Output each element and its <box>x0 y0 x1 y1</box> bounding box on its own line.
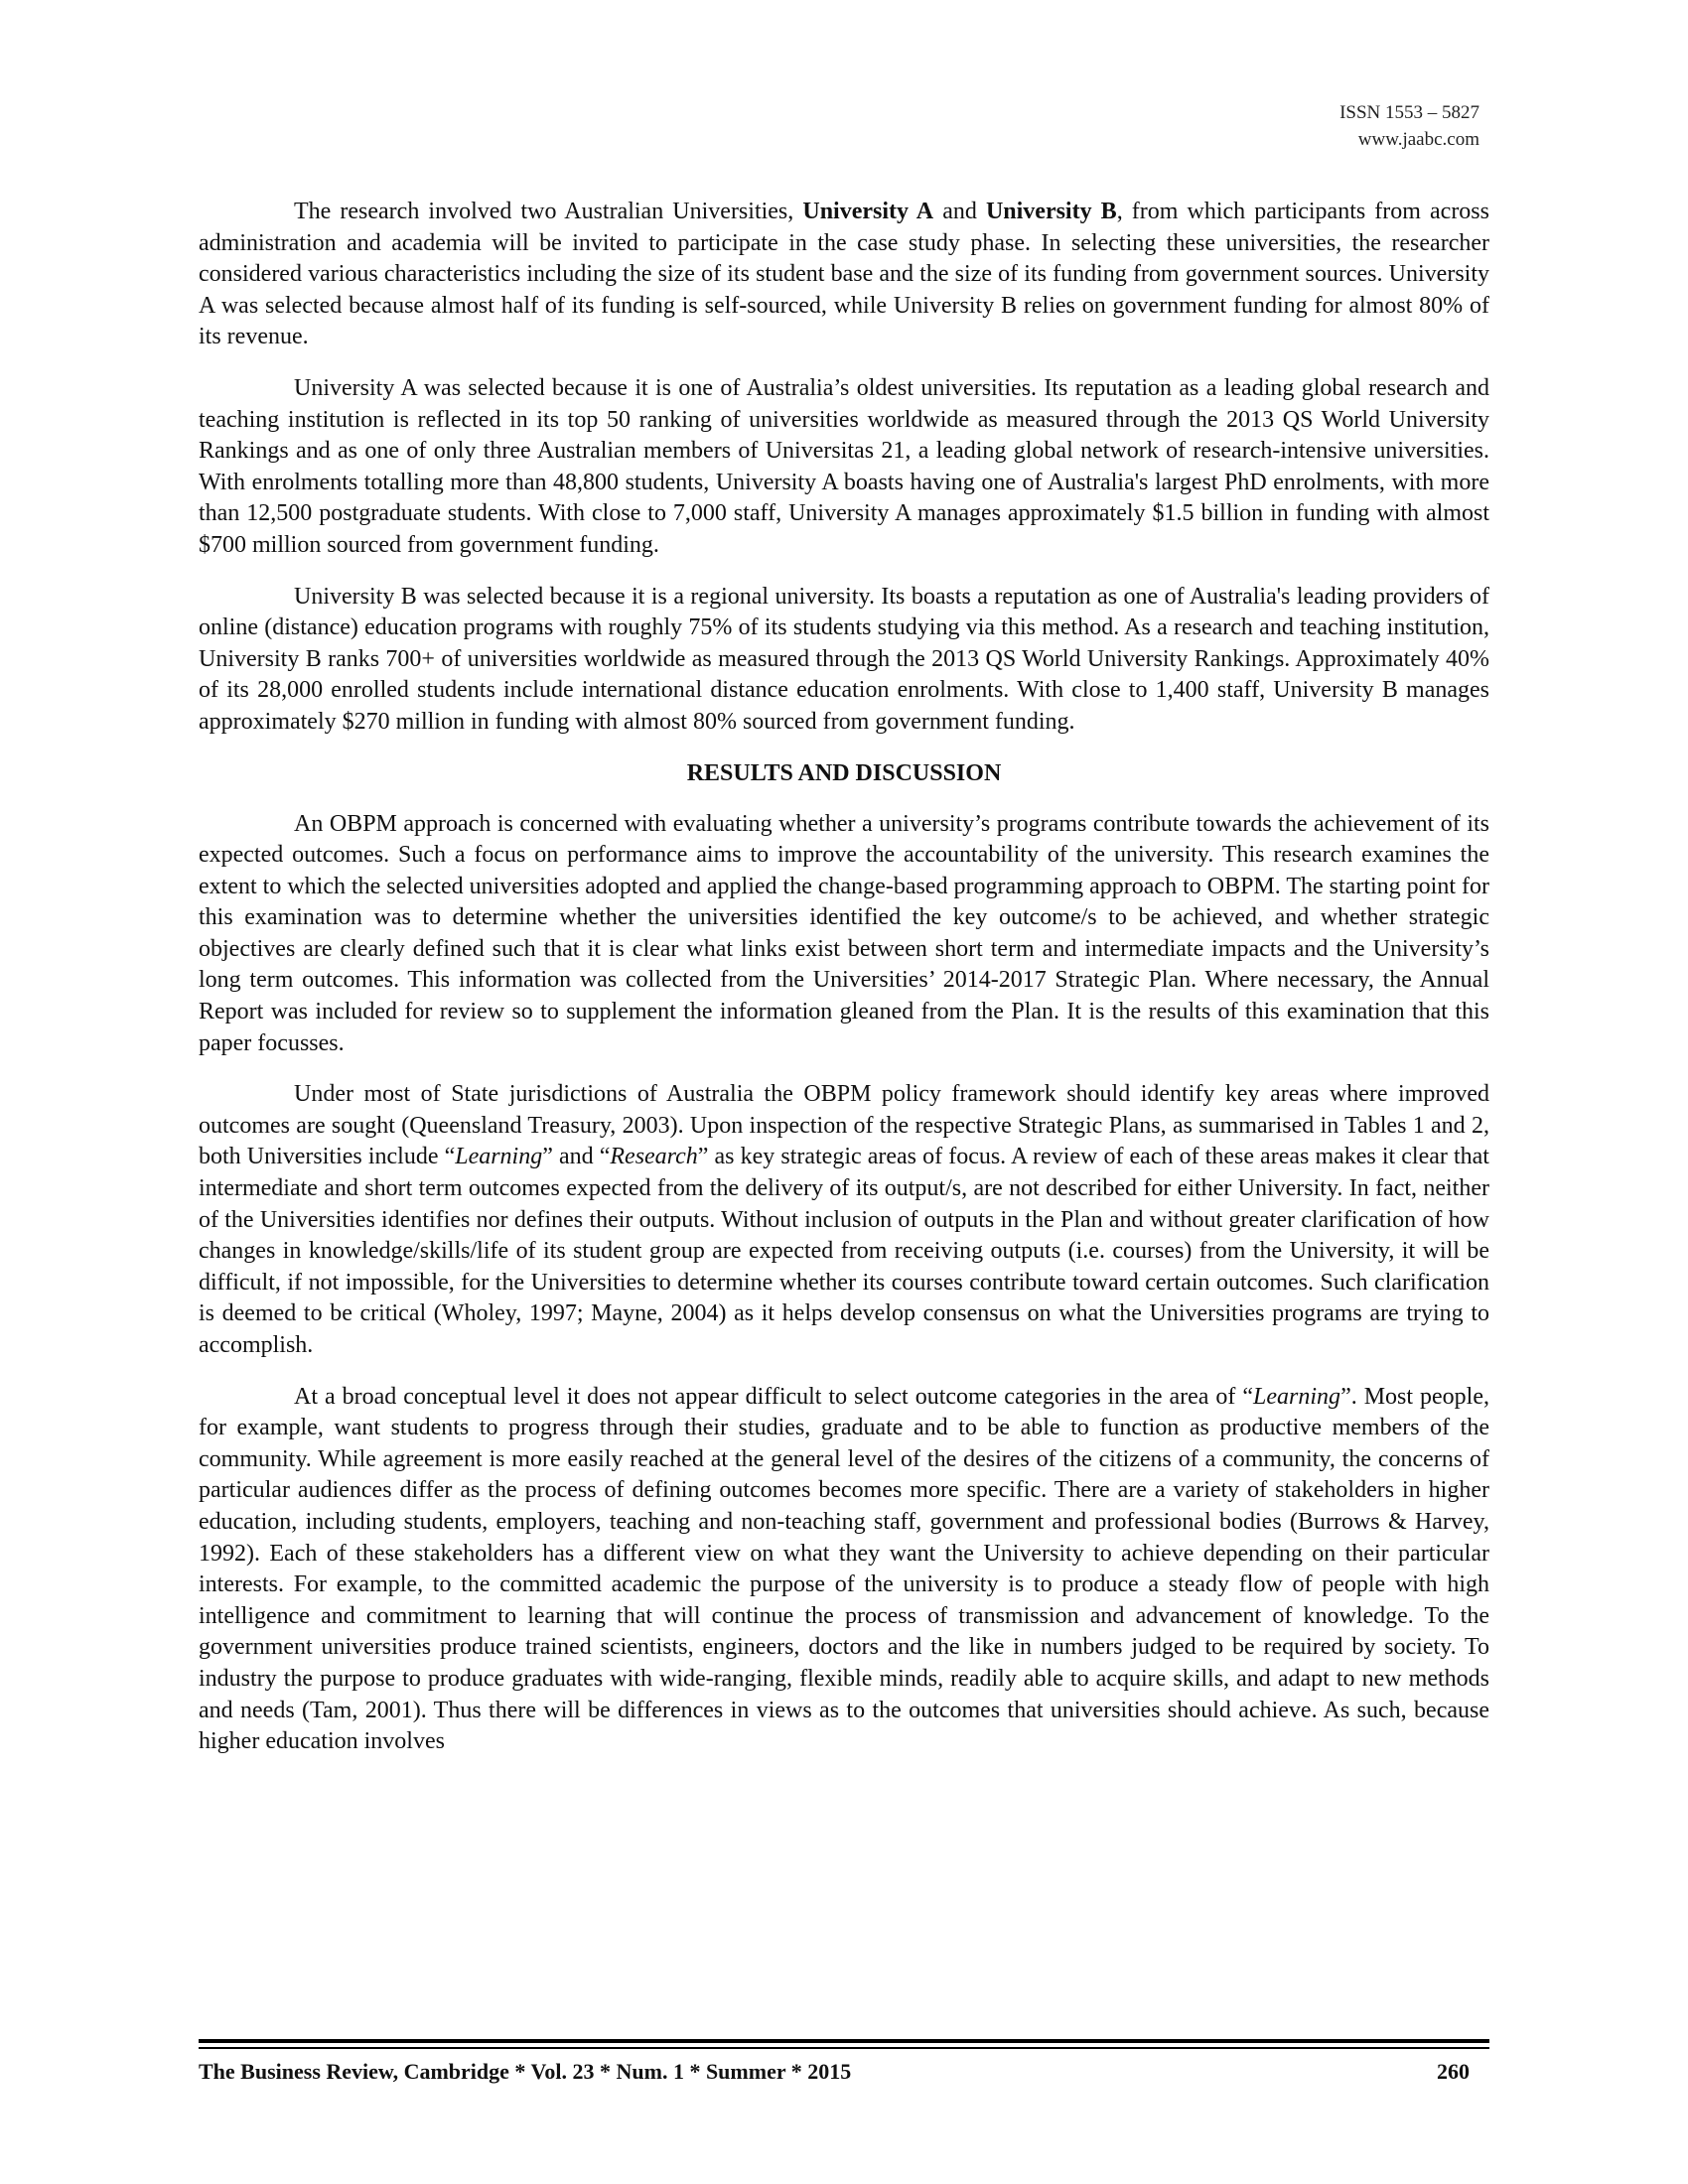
footer-rule-thin <box>199 2047 1489 2049</box>
paragraph-obpm-approach: An OBPM approach is concerned with evaluating whether a university’s programs contribute towards the achievement of its expected outcomes. Such a focus on performance aims to improve the accountability of the university. This research examines the extent to which the selected universities adopted and applied the change-based programming approach to OBPM. The starting point for this examination was to determine whether the universities identified the key outcome/s to be achieved, and whether strategic objectives are clearly defined such that it is clear what links exist between short term and intermediate impacts and the University’s long term outcomes. This information was collected from the Universities’ 2014-2017 Strategic Plan. Where necessary, the Annual Report was included for review so to supplement the information gleaned from the Plan. It is the results of this examination that this paper focusses. <box>199 810 1489 1056</box>
page-header <box>1339 99 1479 153</box>
paragraph-policy-framework: Under most of State jurisdictions of Australia the OBPM policy framework should identify key areas where improved outcomes are sought (Queensland Treasury, 2003). Upon inspection of the respective Strategic Plans, as summarised in Tables 1 and 2, both Universities include “Learning” and “Research” as key strategic areas of focus. A review of each of these areas makes it clear that intermediate and short term outcomes expected from the delivery of its output/s, are not described for either University. In fact, neither of the Universities identifies nor defines their outputs. Without inclusion of outputs in the Plan and without greater clarification of how changes in knowledge/skills/life of its student group are expected from receiving outputs (i.e. courses) from the University, it will be difficult, if not impossible, for the Universities to determine whether its courses contribute toward certain outcomes. Such clarification is deemed to be critical (Wholey, 1997; Mayne, 2004) as it helps develop consensus on what the Universities programs are trying to accomplish. <box>199 1081 1489 1358</box>
page-number: 260 <box>1437 2059 1470 2084</box>
page-footer <box>199 2057 1470 2087</box>
paragraph-university-b: University B was selected because it is a regional university. Its boasts a reputation as one of Australia's leading providers of online (distance) education programs with roughly 75% of its students studying via this method. As a research and teaching institution, University B ranks 700+ of universities worldwide as measured through the 2013 QS World University Rankings. Approximately 40% of its 28,000 enrolled students include international distance education enrolments. With close to 1,400 staff, University B manages approximately $270 million in funding with almost 80% sourced from government funding. <box>199 583 1489 735</box>
paragraph-university-a: University A was selected because it is one of Australia’s oldest universities. Its reputation as a leading global research and teaching institution is reflected in its top 50 ranking of universities worldwide as measured through the 2013 QS World University Rankings and as one of only three Australian members of Universitas 21, a leading global network of research-intensive universities. With enrolments totalling more than 48,800 students, University A boasts having one of Australia's largest PhD enrolments, with more than 12,500 postgraduate students. With close to 7,000 staff, University A manages approximately $1.5 billion in funding with almost $700 million sourced from government funding. <box>199 374 1489 558</box>
issn-number: ISSN 1553 – 5827 <box>1339 102 1479 123</box>
section-heading-results: RESULTS AND DISCUSSION <box>686 759 1002 786</box>
footer-rule-thick <box>199 2039 1489 2043</box>
paragraph-university-selection: The research involved two Australian Universities, University A and University B, from which participants from across administration and academia will be invited to participate in the case study phase. In selecting these universities, the researcher considered various characteristics including the size of its student base and the size of its funding from government sources. University A was selected because almost half of its funding is self-sourced, while University B relies on government funding for almost 80% of its revenue. <box>199 199 1489 350</box>
article-body <box>199 197 1489 1778</box>
paragraph-learning-outcomes: At a broad conceptual level it does not appear difficult to select outcome categories in the area of “Learning”. Most people, for example, want students to progress through their studies, graduate and to be able to function as productive members of the community. While agreement is more easily reached at the general level of the desires of the citizens of a community, the concerns of particular audiences differ as the process of defining outcomes becomes more specific. There are a variety of stakeholders in higher education, including students, employers, teaching and non-teaching staff, government and professional bodies (Burrows & Harvey, 1992). Each of these stakeholders has a different view on what they want the University to achieve depending on their particular interests. For example, to the committed academic the purpose of the university is to produce a steady flow of people with high intelligence and commitment to learning that will continue the process of transmission and advancement of knowledge. To the government universities produce trained scientists, engineers, doctors and the like in numbers judged to be required by society. To industry the purpose to produce graduates with wide-ranging, flexible minds, readily able to acquire skills, and adapt to new methods and needs (Tam, 2001). Thus there will be differences in views as to the outcomes that universities should achieve. As such, because higher education involves <box>199 1383 1489 1755</box>
journal-website: www.jaabc.com <box>1357 129 1479 150</box>
journal-citation: The Business Review, Cambridge * Vol. 23 * Num. 1 * Summer * 2015 <box>199 2059 852 2084</box>
